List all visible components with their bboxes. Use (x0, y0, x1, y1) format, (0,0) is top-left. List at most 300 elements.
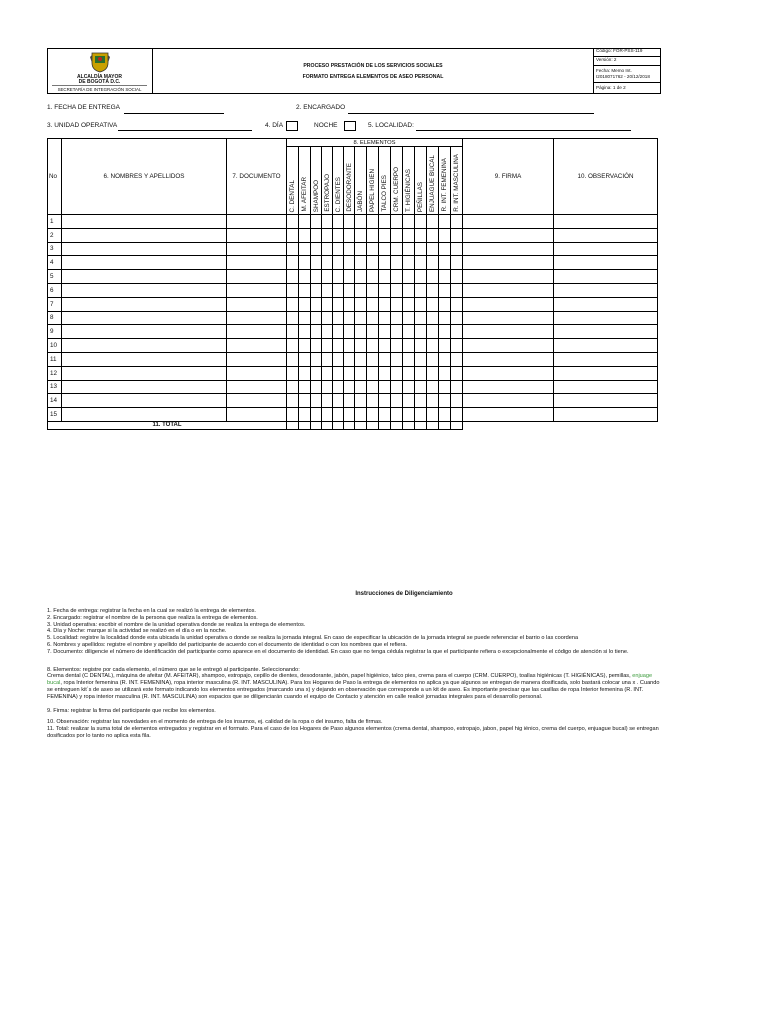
table-cell[interactable] (554, 256, 658, 270)
table-cell[interactable] (554, 366, 658, 380)
table-cell[interactable] (439, 228, 451, 242)
table-cell[interactable] (367, 366, 379, 380)
table-cell[interactable] (439, 270, 451, 284)
table-cell[interactable] (391, 215, 403, 229)
table-cell[interactable] (403, 297, 415, 311)
table-cell[interactable] (299, 352, 311, 366)
table-cell[interactable] (391, 408, 403, 422)
table-cell[interactable] (379, 256, 391, 270)
table-cell[interactable] (311, 283, 322, 297)
table-cell[interactable] (299, 394, 311, 408)
table-cell[interactable] (391, 380, 403, 394)
table-cell[interactable] (391, 228, 403, 242)
table-cell[interactable] (403, 311, 415, 325)
table-cell[interactable] (427, 311, 439, 325)
table-cell[interactable] (227, 228, 287, 242)
table-cell[interactable] (439, 242, 451, 256)
table-cell[interactable] (451, 366, 463, 380)
table-cell[interactable] (403, 215, 415, 229)
table-cell[interactable] (355, 380, 367, 394)
table-cell[interactable] (355, 339, 367, 353)
table-cell[interactable] (463, 311, 554, 325)
table-cell[interactable] (344, 408, 355, 422)
table-cell[interactable] (439, 256, 451, 270)
table-cell[interactable] (415, 380, 427, 394)
table-cell[interactable] (415, 215, 427, 229)
table-cell[interactable] (427, 352, 439, 366)
table-cell[interactable] (415, 283, 427, 297)
table-cell[interactable] (344, 215, 355, 229)
table-cell[interactable] (391, 297, 403, 311)
table-cell[interactable] (344, 352, 355, 366)
dia-checkbox[interactable] (286, 121, 298, 131)
table-cell[interactable] (427, 256, 439, 270)
table-cell[interactable] (439, 325, 451, 339)
table-cell[interactable] (299, 408, 311, 422)
table-cell[interactable] (427, 297, 439, 311)
table-cell[interactable] (311, 352, 322, 366)
table-cell[interactable] (344, 256, 355, 270)
table-cell[interactable] (344, 283, 355, 297)
table-cell[interactable] (62, 297, 227, 311)
table-cell[interactable] (463, 215, 554, 229)
table-cell[interactable] (379, 339, 391, 353)
table-cell[interactable] (451, 408, 463, 422)
table-cell[interactable] (355, 228, 367, 242)
table-cell[interactable] (344, 270, 355, 284)
table-cell[interactable] (367, 380, 379, 394)
table-cell[interactable] (322, 311, 333, 325)
table-cell[interactable] (439, 380, 451, 394)
table-cell[interactable] (355, 270, 367, 284)
table-cell[interactable] (355, 215, 367, 229)
table-cell[interactable] (379, 352, 391, 366)
table-cell[interactable] (427, 215, 439, 229)
table-cell[interactable] (287, 297, 299, 311)
table-cell[interactable] (439, 408, 451, 422)
table-cell[interactable] (367, 242, 379, 256)
table-cell[interactable] (379, 394, 391, 408)
total-cell[interactable] (287, 421, 299, 429)
table-cell[interactable] (415, 366, 427, 380)
table-cell[interactable] (287, 339, 299, 353)
table-cell[interactable] (415, 242, 427, 256)
table-cell[interactable] (554, 215, 658, 229)
table-cell[interactable] (355, 352, 367, 366)
table-cell[interactable] (227, 352, 287, 366)
total-cell[interactable] (299, 421, 311, 429)
table-cell[interactable] (439, 352, 451, 366)
noche-checkbox[interactable] (344, 121, 356, 131)
table-cell[interactable] (227, 366, 287, 380)
table-cell[interactable] (427, 325, 439, 339)
table-cell[interactable] (554, 270, 658, 284)
table-cell[interactable] (299, 325, 311, 339)
total-cell[interactable] (403, 421, 415, 429)
table-cell[interactable] (227, 408, 287, 422)
table-cell[interactable] (379, 215, 391, 229)
table-cell[interactable] (287, 311, 299, 325)
table-cell[interactable] (227, 380, 287, 394)
table-cell[interactable] (427, 242, 439, 256)
table-cell[interactable] (554, 228, 658, 242)
table-cell[interactable] (344, 394, 355, 408)
table-cell[interactable] (344, 228, 355, 242)
table-cell[interactable] (355, 325, 367, 339)
table-cell[interactable] (403, 270, 415, 284)
total-cell[interactable] (391, 421, 403, 429)
table-cell[interactable] (391, 242, 403, 256)
table-cell[interactable] (311, 325, 322, 339)
table-cell[interactable] (311, 311, 322, 325)
table-cell[interactable] (451, 394, 463, 408)
table-cell[interactable] (355, 311, 367, 325)
table-cell[interactable] (463, 380, 554, 394)
table-cell[interactable] (554, 242, 658, 256)
table-cell[interactable] (451, 283, 463, 297)
table-cell[interactable] (344, 339, 355, 353)
table-cell[interactable] (463, 339, 554, 353)
table-cell[interactable] (391, 352, 403, 366)
table-cell[interactable] (333, 256, 344, 270)
table-cell[interactable] (311, 408, 322, 422)
table-cell[interactable] (299, 380, 311, 394)
table-cell[interactable] (299, 270, 311, 284)
total-cell[interactable] (322, 421, 333, 429)
table-cell[interactable] (355, 394, 367, 408)
table-cell[interactable] (227, 339, 287, 353)
table-cell[interactable] (322, 394, 333, 408)
table-cell[interactable] (311, 270, 322, 284)
table-cell[interactable] (311, 297, 322, 311)
table-cell[interactable] (367, 297, 379, 311)
table-cell[interactable] (367, 408, 379, 422)
total-cell[interactable] (311, 421, 322, 429)
table-cell[interactable] (287, 352, 299, 366)
table-cell[interactable] (322, 380, 333, 394)
table-cell[interactable] (227, 297, 287, 311)
encargado-input[interactable] (348, 113, 594, 114)
table-cell[interactable] (415, 325, 427, 339)
total-cell[interactable] (415, 421, 427, 429)
table-cell[interactable] (333, 228, 344, 242)
table-cell[interactable] (62, 256, 227, 270)
table-cell[interactable] (391, 270, 403, 284)
table-cell[interactable] (379, 270, 391, 284)
table-cell[interactable] (62, 228, 227, 242)
table-cell[interactable] (344, 311, 355, 325)
unidad-operativa-input[interactable] (118, 130, 252, 131)
table-cell[interactable] (333, 339, 344, 353)
table-cell[interactable] (554, 339, 658, 353)
table-cell[interactable] (287, 283, 299, 297)
table-cell[interactable] (554, 325, 658, 339)
table-cell[interactable] (299, 339, 311, 353)
table-cell[interactable] (403, 339, 415, 353)
table-cell[interactable] (299, 283, 311, 297)
table-cell[interactable] (311, 394, 322, 408)
table-cell[interactable] (355, 408, 367, 422)
table-cell[interactable] (299, 215, 311, 229)
table-cell[interactable] (355, 366, 367, 380)
table-cell[interactable] (333, 380, 344, 394)
fecha-entrega-input[interactable] (124, 113, 224, 114)
table-cell[interactable] (287, 325, 299, 339)
table-cell[interactable] (451, 311, 463, 325)
table-cell[interactable] (379, 228, 391, 242)
table-cell[interactable] (463, 352, 554, 366)
table-cell[interactable] (322, 408, 333, 422)
table-cell[interactable] (451, 242, 463, 256)
table-cell[interactable] (322, 256, 333, 270)
table-cell[interactable] (391, 325, 403, 339)
table-cell[interactable] (299, 228, 311, 242)
table-cell[interactable] (322, 270, 333, 284)
table-cell[interactable] (451, 380, 463, 394)
table-cell[interactable] (227, 325, 287, 339)
table-cell[interactable] (391, 394, 403, 408)
table-cell[interactable] (451, 270, 463, 284)
table-cell[interactable] (322, 215, 333, 229)
table-cell[interactable] (333, 215, 344, 229)
table-cell[interactable] (344, 297, 355, 311)
table-cell[interactable] (287, 394, 299, 408)
table-cell[interactable] (287, 380, 299, 394)
table-cell[interactable] (439, 311, 451, 325)
table-cell[interactable] (62, 394, 227, 408)
total-cell[interactable] (367, 421, 379, 429)
table-cell[interactable] (62, 339, 227, 353)
table-cell[interactable] (427, 283, 439, 297)
table-cell[interactable] (379, 242, 391, 256)
table-cell[interactable] (554, 283, 658, 297)
table-cell[interactable] (415, 352, 427, 366)
table-cell[interactable] (554, 380, 658, 394)
table-cell[interactable] (311, 242, 322, 256)
table-cell[interactable] (415, 311, 427, 325)
table-cell[interactable] (451, 339, 463, 353)
table-cell[interactable] (415, 256, 427, 270)
table-cell[interactable] (311, 380, 322, 394)
localidad-input[interactable] (416, 130, 631, 131)
table-cell[interactable] (439, 394, 451, 408)
table-cell[interactable] (439, 283, 451, 297)
table-cell[interactable] (311, 215, 322, 229)
table-cell[interactable] (463, 297, 554, 311)
table-cell[interactable] (355, 297, 367, 311)
total-cell[interactable] (427, 421, 439, 429)
table-cell[interactable] (322, 325, 333, 339)
table-cell[interactable] (554, 297, 658, 311)
table-cell[interactable] (62, 283, 227, 297)
table-cell[interactable] (227, 270, 287, 284)
table-cell[interactable] (463, 256, 554, 270)
table-cell[interactable] (299, 256, 311, 270)
table-cell[interactable] (311, 228, 322, 242)
table-cell[interactable] (227, 394, 287, 408)
table-cell[interactable] (427, 394, 439, 408)
table-cell[interactable] (344, 380, 355, 394)
table-cell[interactable] (463, 228, 554, 242)
table-cell[interactable] (427, 228, 439, 242)
table-cell[interactable] (415, 297, 427, 311)
table-cell[interactable] (311, 366, 322, 380)
table-cell[interactable] (333, 394, 344, 408)
table-cell[interactable] (463, 283, 554, 297)
table-cell[interactable] (379, 283, 391, 297)
total-cell[interactable] (333, 421, 344, 429)
table-cell[interactable] (427, 270, 439, 284)
table-cell[interactable] (463, 394, 554, 408)
table-cell[interactable] (227, 256, 287, 270)
table-cell[interactable] (299, 366, 311, 380)
table-cell[interactable] (451, 256, 463, 270)
table-cell[interactable] (427, 339, 439, 353)
table-cell[interactable] (355, 242, 367, 256)
table-cell[interactable] (379, 325, 391, 339)
table-cell[interactable] (463, 408, 554, 422)
table-cell[interactable] (451, 325, 463, 339)
table-cell[interactable] (415, 408, 427, 422)
table-cell[interactable] (62, 270, 227, 284)
table-cell[interactable] (333, 366, 344, 380)
total-cell[interactable] (379, 421, 391, 429)
table-cell[interactable] (62, 325, 227, 339)
table-cell[interactable] (367, 215, 379, 229)
table-cell[interactable] (299, 311, 311, 325)
table-cell[interactable] (355, 283, 367, 297)
table-cell[interactable] (62, 408, 227, 422)
table-cell[interactable] (333, 283, 344, 297)
table-cell[interactable] (227, 311, 287, 325)
table-cell[interactable] (439, 339, 451, 353)
table-cell[interactable] (415, 394, 427, 408)
table-cell[interactable] (391, 256, 403, 270)
table-cell[interactable] (333, 242, 344, 256)
total-cell[interactable] (355, 421, 367, 429)
table-cell[interactable] (367, 283, 379, 297)
table-cell[interactable] (333, 352, 344, 366)
table-cell[interactable] (379, 297, 391, 311)
table-cell[interactable] (463, 270, 554, 284)
table-cell[interactable] (367, 352, 379, 366)
table-cell[interactable] (367, 270, 379, 284)
table-cell[interactable] (379, 408, 391, 422)
table-cell[interactable] (227, 215, 287, 229)
table-cell[interactable] (427, 408, 439, 422)
total-cell[interactable] (344, 421, 355, 429)
table-cell[interactable] (287, 215, 299, 229)
table-cell[interactable] (554, 394, 658, 408)
table-cell[interactable] (379, 311, 391, 325)
table-cell[interactable] (554, 352, 658, 366)
table-cell[interactable] (391, 366, 403, 380)
table-cell[interactable] (62, 242, 227, 256)
table-cell[interactable] (62, 215, 227, 229)
table-cell[interactable] (333, 325, 344, 339)
table-cell[interactable] (333, 297, 344, 311)
table-cell[interactable] (227, 283, 287, 297)
table-cell[interactable] (311, 339, 322, 353)
table-cell[interactable] (451, 228, 463, 242)
table-cell[interactable] (333, 311, 344, 325)
table-cell[interactable] (367, 311, 379, 325)
table-cell[interactable] (403, 366, 415, 380)
total-cell[interactable] (439, 421, 451, 429)
table-cell[interactable] (299, 242, 311, 256)
table-cell[interactable] (403, 352, 415, 366)
table-cell[interactable] (322, 242, 333, 256)
table-cell[interactable] (403, 394, 415, 408)
table-cell[interactable] (379, 366, 391, 380)
table-cell[interactable] (62, 380, 227, 394)
table-cell[interactable] (415, 228, 427, 242)
table-cell[interactable] (322, 228, 333, 242)
table-cell[interactable] (322, 366, 333, 380)
table-cell[interactable] (367, 228, 379, 242)
table-cell[interactable] (287, 408, 299, 422)
table-cell[interactable] (287, 270, 299, 284)
table-cell[interactable] (367, 394, 379, 408)
table-cell[interactable] (391, 283, 403, 297)
table-cell[interactable] (367, 256, 379, 270)
table-cell[interactable] (344, 242, 355, 256)
table-cell[interactable] (403, 256, 415, 270)
table-cell[interactable] (554, 311, 658, 325)
table-cell[interactable] (403, 228, 415, 242)
table-cell[interactable] (62, 366, 227, 380)
table-cell[interactable] (391, 311, 403, 325)
table-cell[interactable] (451, 297, 463, 311)
table-cell[interactable] (311, 256, 322, 270)
table-cell[interactable] (439, 215, 451, 229)
table-cell[interactable] (367, 325, 379, 339)
table-cell[interactable] (403, 380, 415, 394)
table-cell[interactable] (322, 352, 333, 366)
table-cell[interactable] (463, 242, 554, 256)
table-cell[interactable] (333, 270, 344, 284)
table-cell[interactable] (403, 408, 415, 422)
table-cell[interactable] (322, 283, 333, 297)
table-cell[interactable] (415, 339, 427, 353)
table-cell[interactable] (344, 325, 355, 339)
table-cell[interactable] (439, 366, 451, 380)
table-cell[interactable] (463, 325, 554, 339)
table-cell[interactable] (62, 311, 227, 325)
table-cell[interactable] (287, 242, 299, 256)
table-cell[interactable] (451, 215, 463, 229)
table-cell[interactable] (439, 297, 451, 311)
table-cell[interactable] (322, 339, 333, 353)
table-cell[interactable] (355, 256, 367, 270)
table-cell[interactable] (403, 242, 415, 256)
table-cell[interactable] (463, 366, 554, 380)
table-cell[interactable] (333, 408, 344, 422)
table-cell[interactable] (415, 270, 427, 284)
table-cell[interactable] (391, 339, 403, 353)
table-cell[interactable] (427, 366, 439, 380)
table-cell[interactable] (379, 380, 391, 394)
table-cell[interactable] (427, 380, 439, 394)
table-cell[interactable] (451, 352, 463, 366)
table-cell[interactable] (62, 352, 227, 366)
table-cell[interactable] (403, 283, 415, 297)
table-cell[interactable] (287, 366, 299, 380)
table-cell[interactable] (344, 366, 355, 380)
table-cell[interactable] (287, 228, 299, 242)
table-cell[interactable] (299, 297, 311, 311)
table-cell[interactable] (403, 325, 415, 339)
